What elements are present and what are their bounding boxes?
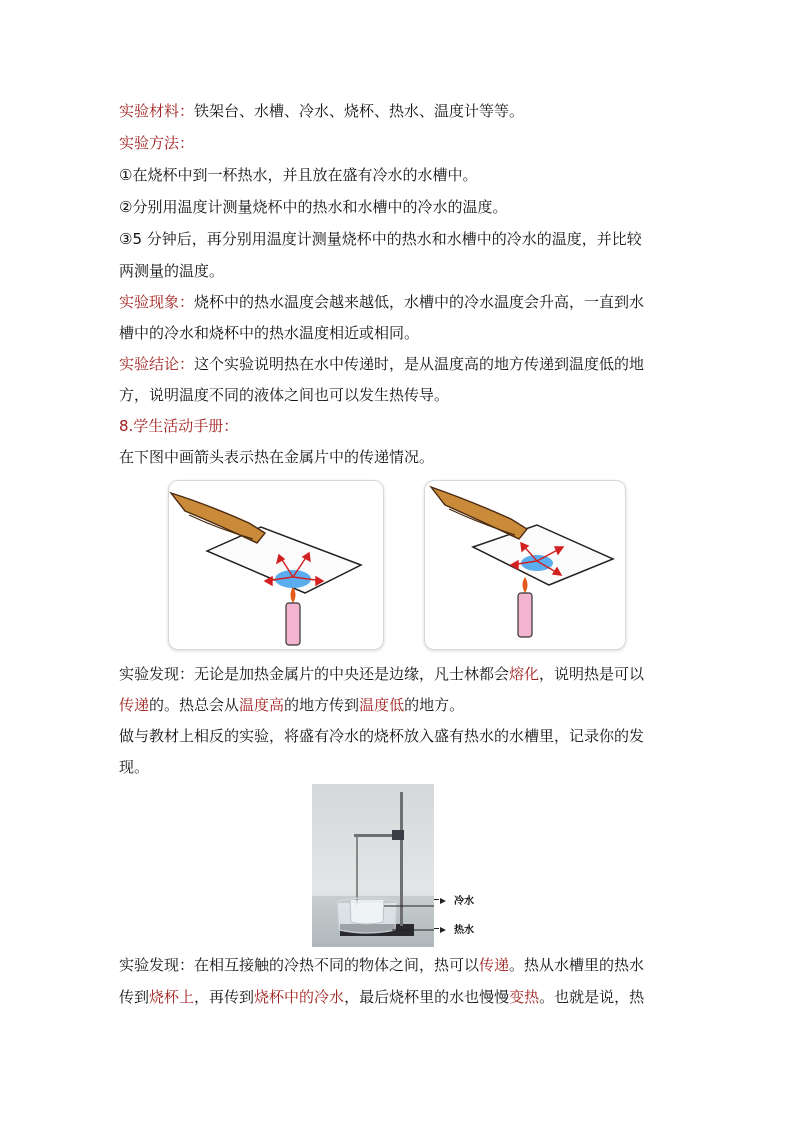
wooden-clamp	[171, 493, 265, 543]
activity-instruction: 在下图中画箭头表示热在金属片中的传递情况。	[119, 448, 435, 466]
method-step-3: ③5 分钟后，再分别用温度计测量烧杯中的热水和水槽中的冷水的温度，并比较	[119, 230, 642, 248]
reverse-experiment-line-cont: 现。	[119, 758, 150, 776]
conclusion-line-cont: 方，说明温度不同的液体之间也可以发生热传导。	[119, 386, 450, 404]
metal-sheet-center-illustration	[169, 481, 383, 649]
metal-sheet-edge-illustration	[425, 481, 625, 649]
method-step-1: ①在烧杯中到一杯热水，并且放在盛有冷水的水槽中。	[119, 166, 478, 184]
beaker-in-tank-photo	[312, 784, 434, 947]
metal-sheet	[473, 525, 613, 585]
reverse-experiment-line: 做与教材上相反的实验，将盛有冷水的烧杯放入盛有热水的水槽里，记录你的发	[119, 727, 645, 745]
finding-1-line-cont: 传递的。热总会从温度高的地方传到温度低的地方。	[119, 696, 465, 714]
materials-line: 实验材料：铁架台、水槽、冷水、烧杯、热水、温度计等等。	[119, 102, 525, 120]
beaker	[350, 900, 384, 924]
finding-2-line-cont: 传到烧杯上，再传到烧杯中的冷水，最后烧杯里的水也慢慢变热。也就是说，热	[119, 988, 645, 1006]
wooden-clamp	[431, 487, 527, 539]
conclusion-line: 实验结论：这个实验说明热在水中传递时，是从温度高的地方传递到温度低的地	[119, 355, 645, 373]
metal-sheet-edge-figure	[424, 480, 626, 650]
metal-sheet-center-figure	[168, 480, 384, 650]
section-8-heading: 8.学生活动手册：	[119, 417, 239, 435]
candle	[286, 603, 300, 645]
finding-2-line: 实验发现：在相互接触的冷热不同的物体之间，热可以传递。热从水槽里的热水	[119, 956, 645, 974]
method-heading: 实验方法：	[119, 134, 195, 152]
cold-water-label: 冷水	[454, 896, 474, 907]
phenomenon-line: 实验现象：烧杯中的热水温度会越来越低，水槽中的冷水温度会升高，一直到水	[119, 293, 645, 311]
flame	[523, 577, 528, 593]
method-step-3-cont: 两测量的温度。	[119, 262, 225, 280]
beaker-in-tank-illustration	[312, 784, 434, 947]
method-step-2: ②分别用温度计测量烧杯中的热水和水槽中的冷水的温度。	[119, 198, 508, 216]
finding-1-line: 实验发现：无论是加热金属片的中央还是边缘，凡士林都会熔化，说明热是可以	[119, 665, 645, 683]
phenomenon-line-cont: 槽中的冷水和烧杯中的热水温度相近或相同。	[119, 324, 420, 342]
candle	[518, 593, 532, 637]
hot-water-label: 热水	[454, 925, 474, 936]
